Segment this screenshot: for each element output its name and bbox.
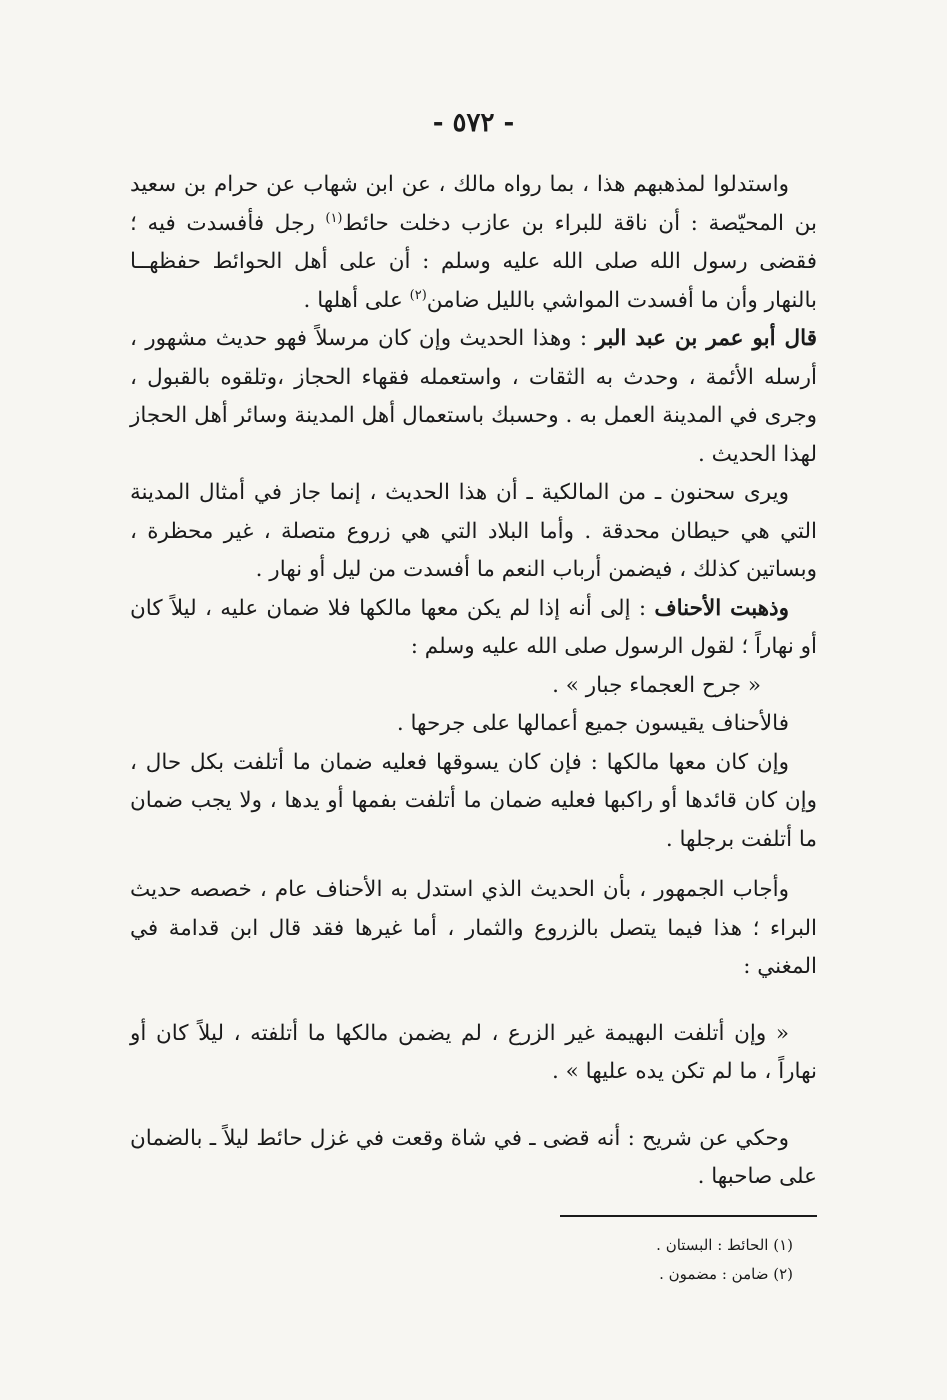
page-number: - ٥٧٢ - xyxy=(432,108,515,138)
footnote-ref-1: (١) xyxy=(325,210,343,226)
paragraph-10: وحكي عن شريح : أنه قضى ـ في شاة وقعت في غزل حائط ليلاً ـ بالضمان على صاحبها . xyxy=(130,1125,817,1189)
paragraph-text: على أهلها . xyxy=(303,287,410,313)
paragraph-lead: قال أبو عمر بن عبد البر xyxy=(595,326,818,351)
paragraph-text: رجل فأفسدت فيه ؛ فقضى رسول الله صلى الله عليه وسلم : أن على أهل الحوائط حفظهــا بالنهار وأن ما أفسدت المواشي بالليل ضامن xyxy=(130,210,817,313)
paragraph-text: واستدلوا لمذهبهم هذا ، بما رواه مالك ، عن ابن شهاب عن حرام بن سعيد بن المحيّصة : أن ناقة للبراء بن عازب دخلت حائط xyxy=(130,172,817,236)
footnote-1: (١) الحائط : البستان . xyxy=(656,1235,793,1254)
paragraph-1 xyxy=(130,166,817,320)
paragraph-text: : وهذا الحديث وإن كان مرسلاً فهو حديث مشهور ، أرسله الأئمة ، وحدث به الثقات ، واستعمله فقهاء الحجاز ،وتلقوه بالقبول ، وجرى في المدينة العمل به . وحسبك باستعمال أهل المدينة وسائر أهل الحجاز لهذا الحديث . xyxy=(130,326,817,467)
quote-ibn-qudama: « وإن أتلفت البهيمة غير الزرع ، لم يضمن مالكها ما أتلفته ، ليلاً كان أو نهاراً ، ما لم تكن يده عليها » . xyxy=(130,1020,817,1084)
footnote-ref-2: (٢) xyxy=(409,287,427,303)
footnote-divider xyxy=(560,1215,817,1217)
paragraph-4 xyxy=(130,590,817,667)
hadith-quote: « جرح العجماء جبار » . xyxy=(552,672,761,698)
paragraph-6: فالأحناف يقيسون جميع أعمالها على جرحها . xyxy=(396,711,789,736)
paragraph-text: : إلى أنه إذا لم يكن معها مالكها فلا ضمان عليه ، ليلاً كان أو نهاراً ؛ لقول الرسول صلى الله عليه وسلم : xyxy=(130,595,817,659)
footnote-2: (٢) ضامن : مضمون . xyxy=(659,1264,793,1283)
paragraph-7: وإن كان معها مالكها : فإن كان يسوقها فعليه ضمان ما أتلفت بكل حال ، وإن كان قائدها أو راكبها فعليه ضمان ما أتلفت بفمها أو يدها ، ولا يجب ضمان ما أتلفت برجلها . xyxy=(130,749,817,852)
paragraph-lead: وذهبت الأحناف xyxy=(654,595,789,621)
page-body xyxy=(130,108,817,1289)
paragraph-3: ويرى سحنون ـ من المالكية ـ أن هذا الحديث ، إنما جاز في أمثال المدينة التي هي حيطان محدقة . وأما البلاد التي هي زروع متصلة ، غير محظرة ، وبساتين كذلك ، فيضمن أرباب النعم ما أفسدت من ليل أو نهار . xyxy=(130,480,817,582)
paragraph-8: وأجاب الجمهور ، بأن الحديث الذي استدل به الأحناف عام ، خصصه حديث البراء ؛ هذا فيما يتصل بالزروع والثمار ، أما غيرها فقد قال ابن قدامة في المغني : xyxy=(130,877,817,979)
paragraph-2 xyxy=(130,320,817,474)
